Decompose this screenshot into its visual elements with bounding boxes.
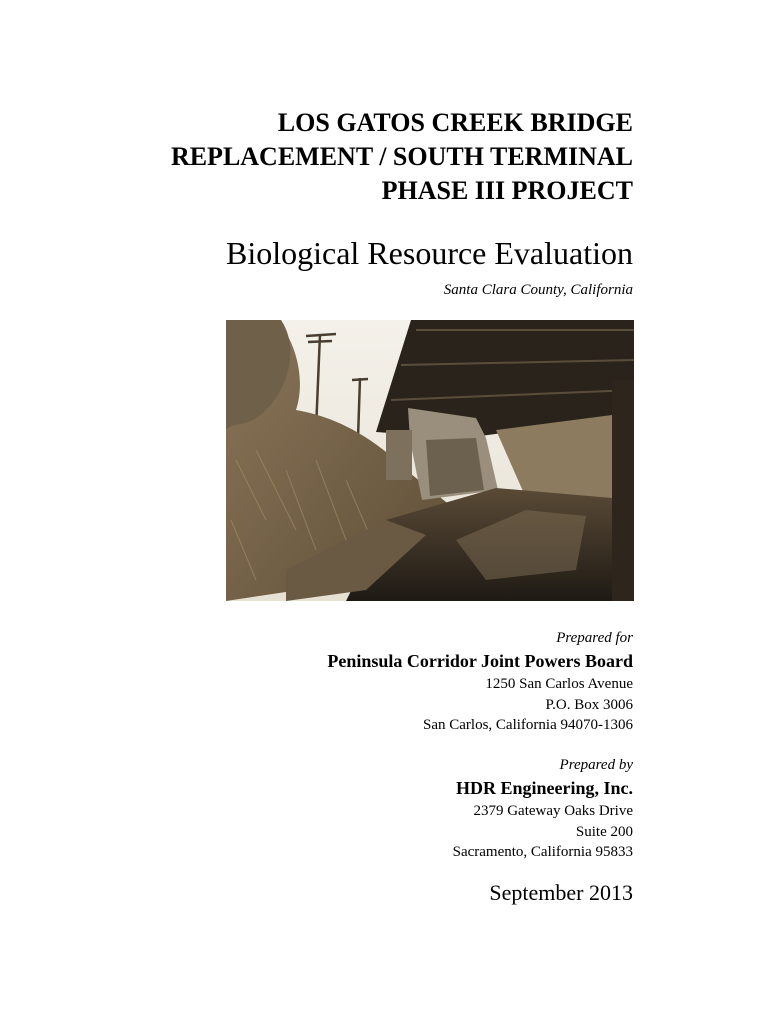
client-address-line: San Carlos, California 94070-1306 <box>423 717 633 733</box>
consultant-address-line: Sacramento, California 95833 <box>452 844 633 860</box>
consultant-address-line: 2379 Gateway Oaks Drive <box>473 803 633 819</box>
title-line-3: PHASE III PROJECT <box>381 176 633 205</box>
report-date: September 2013 <box>489 880 633 905</box>
prepared-for-section <box>327 628 633 736</box>
consultant-organization: HDR Engineering, Inc. <box>455 778 633 798</box>
consultant-address-line: Suite 200 <box>575 823 633 840</box>
report-subtitle: Biological Resource Evaluation <box>226 235 633 271</box>
client-organization: Peninsula Corridor Joint Powers Board <box>327 651 633 671</box>
prepared-for-label: Prepared for <box>556 630 633 646</box>
client-address-line: P.O. Box 3006 <box>545 696 633 713</box>
prepared-by-label: Prepared by <box>559 757 633 773</box>
bridge-photo <box>226 320 634 601</box>
client-address-line: 1250 San Carlos Avenue <box>485 676 633 692</box>
report-location: Santa Clara County, California <box>443 282 633 298</box>
prepared-by-section <box>453 755 633 863</box>
report-title <box>171 106 633 208</box>
title-line-2: REPLACEMENT / SOUTH TERMINAL <box>170 142 633 171</box>
title-line-1: LOS GATOS CREEK BRIDGE <box>277 108 633 137</box>
